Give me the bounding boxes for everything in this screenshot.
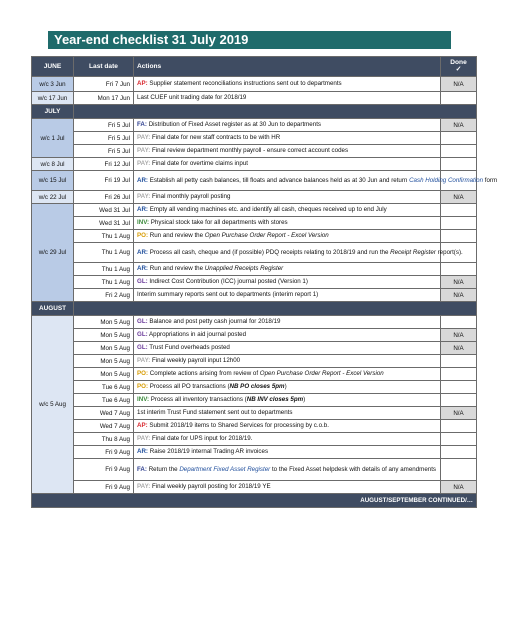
action-text: NB INV closes 5pm — [246, 396, 304, 404]
category-tag: GL: — [137, 344, 148, 352]
checklist-row — [32, 368, 477, 381]
action-cell — [134, 481, 441, 494]
action-cell — [134, 77, 441, 92]
action-cell — [134, 276, 441, 289]
action-text: Open Purchase Order Report - Excel Version — [204, 232, 329, 240]
action-cell — [134, 204, 441, 217]
last-date-cell: Fri 9 Aug — [74, 446, 134, 459]
action-text: ) — [303, 396, 306, 404]
checklist-row — [32, 119, 477, 132]
done-cell[interactable] — [441, 132, 477, 145]
last-date-cell: Mon 5 Aug — [74, 316, 134, 329]
category-tag: PAY: — [137, 134, 151, 142]
week-cell: w/c 17 Jun — [32, 92, 74, 105]
action-cell — [134, 217, 441, 230]
action-text: Complete actions arising from review of — [149, 370, 260, 378]
checklist-row — [32, 204, 477, 217]
last-date-cell: Tue 6 Aug — [74, 381, 134, 394]
last-date-cell: Thu 8 Aug — [74, 433, 134, 446]
done-cell[interactable] — [441, 263, 477, 276]
category-tag: PO: — [137, 383, 149, 391]
done-cell[interactable] — [441, 420, 477, 433]
checklist-row — [32, 276, 477, 289]
done-cell[interactable]: N/A — [441, 77, 477, 92]
done-cell[interactable] — [441, 145, 477, 158]
last-date-cell: Fri 9 Aug — [74, 481, 134, 494]
action-cell — [134, 119, 441, 132]
category-tag: GL: — [137, 278, 148, 286]
actions-header: Actions — [134, 57, 441, 77]
checklist-row — [32, 243, 477, 263]
week-cell: w/c 22 Jul — [32, 191, 74, 204]
action-cell — [134, 92, 441, 105]
last-date-cell: Wed 31 Jul — [74, 217, 134, 230]
last-date-cell: Fri 12 Jul — [74, 158, 134, 171]
checklist-row — [32, 230, 477, 243]
category-tag: PAY: — [137, 357, 151, 365]
checklist-row — [32, 381, 477, 394]
action-text: Final review department monthly payroll - ensure correct account codes — [152, 147, 349, 155]
category-tag: AR: — [137, 448, 148, 456]
action-cell — [134, 132, 441, 145]
done-cell[interactable]: N/A — [441, 276, 477, 289]
done-cell[interactable] — [441, 230, 477, 243]
action-cell — [134, 433, 441, 446]
action-cell — [134, 381, 441, 394]
action-text: Final weekly payroll posting for 2018/19 YE — [152, 483, 271, 491]
action-cell — [134, 230, 441, 243]
last-date-cell: Fri 7 Jun — [74, 77, 134, 92]
action-text: Empty all vending machines etc. and identify all cash, cheques received up to end July — [149, 206, 387, 214]
action-text: Distribution of Fixed Asset register as at 30 Jun to departments — [148, 121, 322, 129]
action-text: Trust Fund overheads posted — [149, 344, 230, 352]
action-text: Raise 2018/19 internal Trading AR invoices — [149, 448, 269, 456]
checklist-row — [32, 316, 477, 329]
footer-row — [32, 494, 477, 508]
week-cell: w/c 1 Jul — [32, 119, 74, 158]
checklist-row — [32, 481, 477, 494]
action-text: 1st interim Trust Fund statement sent out to departments — [137, 409, 293, 417]
checklist-row — [32, 77, 477, 92]
category-tag: AR: — [137, 176, 148, 184]
action-text: Run and review the — [149, 232, 205, 240]
category-tag: FA: — [137, 465, 147, 473]
last-date-cell: Fri 5 Jul — [74, 119, 134, 132]
category-tag: AP: — [137, 80, 148, 88]
checklist-row — [32, 394, 477, 407]
done-cell[interactable] — [441, 316, 477, 329]
done-cell[interactable]: N/A — [441, 191, 477, 204]
checklist-table — [31, 56, 498, 508]
category-tag: PO: — [137, 370, 149, 378]
done-cell[interactable] — [441, 433, 477, 446]
done-cell[interactable] — [441, 381, 477, 394]
action-text: Final date for UPS input for 2018/19. — [152, 435, 253, 443]
checklist-row — [32, 420, 477, 433]
done-cell[interactable]: N/A — [441, 342, 477, 355]
action-cell — [134, 368, 441, 381]
action-text: Balance and post petty cash journal for 2018/19 — [149, 318, 281, 326]
week-cell: w/c 15 Jul — [32, 171, 74, 191]
action-text: form — [483, 176, 498, 184]
category-tag: GL: — [137, 318, 148, 326]
done-cell[interactable] — [441, 158, 477, 171]
action-text: Physical stock take for all departments with stores — [150, 219, 288, 227]
category-tag: AR: — [137, 265, 148, 273]
page-title: Year-end checklist 31 July 2019 — [48, 31, 451, 49]
action-text: Receipt Register — [390, 248, 436, 256]
week-header: JUNE — [32, 57, 74, 77]
category-tag: AR: — [137, 248, 148, 256]
done-cell[interactable]: N/A — [441, 329, 477, 342]
category-tag: FA: — [137, 121, 147, 129]
last-date-cell: Mon 5 Aug — [74, 342, 134, 355]
action-cell — [134, 191, 441, 204]
last-date-cell: Mon 5 Aug — [74, 329, 134, 342]
last-date-cell: Fri 2 Aug — [74, 289, 134, 302]
last-date-cell: Tue 6 Aug — [74, 394, 134, 407]
action-text: Final weekly payroll input 12h00 — [152, 357, 241, 365]
done-cell[interactable] — [441, 355, 477, 368]
last-date-cell: Fri 5 Jul — [74, 132, 134, 145]
date-header: Last date — [74, 57, 134, 77]
category-tag: AR: — [137, 206, 148, 214]
checklist-row — [32, 433, 477, 446]
last-date-cell: Thu 1 Aug — [74, 263, 134, 276]
action-text: to the Fixed Asset helpdesk with details of any amendments — [270, 465, 437, 473]
action-cell — [134, 316, 441, 329]
done-cell[interactable] — [441, 446, 477, 459]
week-cell: w/c 3 Jun — [32, 77, 74, 92]
action-cell — [134, 459, 441, 481]
action-text: Final monthly payroll posting — [152, 193, 231, 201]
action-cell — [134, 394, 441, 407]
last-date-cell: Fri 9 Aug — [74, 459, 134, 481]
category-tag: PAY: — [137, 483, 151, 491]
done-header — [441, 57, 477, 77]
checklist-row — [32, 217, 477, 230]
done-cell[interactable] — [441, 394, 477, 407]
done-cell[interactable] — [441, 204, 477, 217]
action-text: Return the — [148, 465, 180, 473]
done-cell[interactable]: N/A — [441, 407, 477, 420]
last-date-cell: Wed 31 Jul — [74, 204, 134, 217]
checklist-row — [32, 329, 477, 342]
action-text: Appropriations in aid journal posted — [149, 331, 247, 339]
week-cell: w/c 8 Jul — [32, 158, 74, 171]
category-tag: PAY: — [137, 160, 151, 168]
last-date-cell: Thu 1 Aug — [74, 230, 134, 243]
last-date-cell: Wed 7 Aug — [74, 420, 134, 433]
last-date-cell: Mon 5 Aug — [74, 368, 134, 381]
checklist-row — [32, 342, 477, 355]
action-text: Unapplied Receipts Register — [204, 265, 284, 273]
action-cell — [134, 329, 441, 342]
action-text: Indirect Cost Contribution (ICC) journal posted (Version 1) — [149, 278, 308, 286]
action-text: Submit 2018/19 items to Shared Services for processing by c.o.b. — [149, 422, 329, 430]
action-text: Establish all petty cash balances, till floats and advance balances held as at 30 Jun and return — [149, 176, 410, 184]
section-spacer — [74, 105, 477, 119]
form-link[interactable]: Cash Holding Confirmation — [409, 176, 484, 184]
action-text: NB PO closes 5pm — [229, 383, 285, 391]
checklist-row — [32, 407, 477, 420]
done-header-label: Done — [450, 59, 467, 66]
section-row — [32, 302, 477, 316]
category-tag: GL: — [137, 331, 148, 339]
action-text: Process all PO transactions ( — [149, 383, 230, 391]
action-text: report(s). — [435, 248, 463, 256]
checklist-body — [32, 77, 498, 494]
week-cell: w/c 5 Aug — [32, 316, 74, 494]
action-cell — [134, 243, 463, 263]
action-cell — [134, 263, 441, 276]
check-icon: ✓ — [455, 65, 462, 73]
week-cell: w/c 29 Jul — [32, 204, 74, 302]
category-tag: PO: — [137, 232, 149, 240]
action-text: Process all inventory transactions ( — [150, 396, 247, 404]
action-text: Open Purchase Order Report - Excel Version — [259, 370, 384, 378]
action-text: Supplier statement reconciliations instructions sent out to departments — [149, 80, 342, 88]
done-cell[interactable] — [441, 92, 477, 105]
checklist-row — [32, 145, 477, 158]
action-cell — [134, 420, 441, 433]
category-tag: PAY: — [137, 147, 151, 155]
action-cell — [134, 289, 441, 302]
last-date-cell: Mon 5 Aug — [74, 355, 134, 368]
done-cell[interactable]: N/A — [441, 119, 477, 132]
done-cell[interactable]: N/A — [441, 289, 477, 302]
section-label: AUGUST — [32, 302, 74, 316]
category-tag: PAY: — [137, 435, 151, 443]
checklist-row — [32, 289, 477, 302]
checklist-row — [32, 263, 477, 276]
action-cell — [134, 342, 441, 355]
last-date-cell: Thu 1 Aug — [74, 276, 134, 289]
last-date-cell: Mon 17 Jun — [74, 92, 134, 105]
action-text: Final date for new staff contracts to be with HR — [152, 134, 281, 142]
last-date-cell: Fri 5 Jul — [74, 145, 134, 158]
action-cell — [134, 407, 441, 420]
checklist-row — [32, 158, 477, 171]
action-cell — [134, 446, 441, 459]
action-text: Final date for overtime claims input — [152, 160, 248, 168]
last-date-cell: Thu 1 Aug — [74, 243, 134, 263]
done-cell[interactable] — [441, 368, 477, 381]
checklist-row — [32, 92, 477, 105]
checklist-row — [32, 191, 477, 204]
last-date-cell: Fri 19 Jul — [74, 171, 134, 191]
section-row — [32, 105, 477, 119]
last-date-cell: Fri 26 Jul — [74, 191, 134, 204]
done-cell[interactable] — [441, 459, 477, 481]
action-text: Last CUEF unit trading date for 2018/19 — [137, 94, 247, 102]
action-text: ) — [284, 383, 287, 391]
done-cell[interactable]: N/A — [441, 481, 477, 494]
continued-note: AUGUST/SEPTEMBER CONTINUED/… — [32, 494, 477, 508]
checklist-row — [32, 446, 477, 459]
checklist-row — [32, 171, 477, 191]
section-spacer — [74, 302, 477, 316]
last-date-cell: Wed 7 Aug — [74, 407, 134, 420]
header-row — [32, 57, 477, 77]
action-text: Process all cash, cheque and (if possible) PDQ receipts relating to 2018/19 and run the — [149, 248, 391, 256]
checklist-row — [32, 459, 477, 481]
category-tag: AP: — [137, 422, 148, 430]
action-text: Run and review the — [149, 265, 205, 273]
form-link[interactable]: Department Fixed Asset Register — [179, 465, 271, 473]
action-cell — [134, 158, 441, 171]
action-text: Interim summary reports sent out to departments (interim report 1) — [137, 291, 319, 299]
done-cell[interactable] — [441, 217, 477, 230]
checklist-row — [32, 355, 477, 368]
section-label: JULY — [32, 105, 74, 119]
category-tag: INV: — [137, 219, 150, 227]
action-cell — [134, 355, 441, 368]
category-tag: PAY: — [137, 193, 151, 201]
checklist-row — [32, 132, 477, 145]
action-cell — [134, 171, 498, 191]
category-tag: INV: — [137, 396, 150, 404]
action-cell — [134, 145, 441, 158]
